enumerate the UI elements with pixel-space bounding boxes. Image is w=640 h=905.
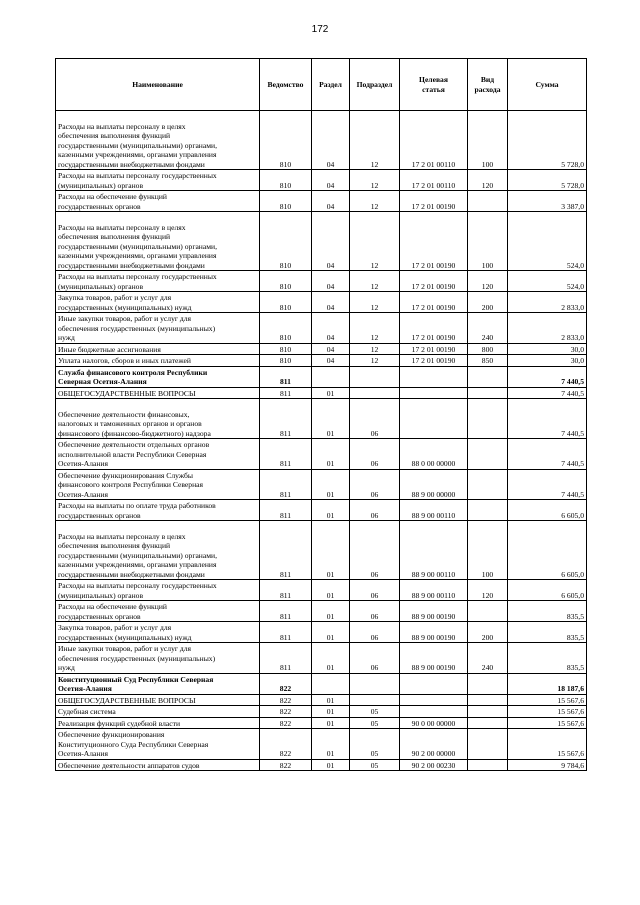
row-name: Обеспечение деятельности финансовых, налоговых и таможенных органов и органов финансового (финансово-бюджетного) надзора	[56, 399, 260, 439]
row-name: Реализация функций судебной власти	[56, 717, 260, 729]
row-target-article	[400, 673, 468, 694]
row-subsection: 05	[350, 717, 400, 729]
row-subsection: 06	[350, 601, 400, 622]
row-section: 01	[312, 759, 350, 771]
row-name: Обеспечение деятельности отдельных органов исполнительной власти Республики Северная Осетия-Алания	[56, 439, 260, 470]
row-department: 822	[260, 717, 312, 729]
row-expense-type	[468, 366, 508, 387]
row-target-article: 88 0 00 00000	[400, 439, 468, 470]
row-section: 04	[312, 191, 350, 212]
row-section: 01	[312, 580, 350, 601]
row-subsection: 12	[350, 355, 400, 367]
row-expense-type	[468, 387, 508, 399]
row-subsection: 06	[350, 399, 400, 439]
header-row	[56, 59, 587, 111]
row-expense-type	[468, 729, 508, 760]
row-name: Иные закупки товаров, работ и услуг для обеспечения государственных (муниципальных) нужд	[56, 313, 260, 344]
row-amount: 6 605,0	[508, 521, 587, 580]
row-department: 811	[260, 439, 312, 470]
row-name: Расходы на выплаты персоналу в целях обеспечения выполнения функций государственными (муниципальными) органами, казенными учреждениями, органами управления государственными внебюджетными фондами	[56, 111, 260, 170]
row-target-article: 17 2 01 00190	[400, 212, 468, 271]
row-section: 04	[312, 355, 350, 367]
header-amount: Сумма	[508, 59, 587, 111]
row-amount: 5 728,0	[508, 170, 587, 191]
row-section: 04	[312, 212, 350, 271]
row-subsection: 06	[350, 500, 400, 521]
row-name: Расходы на выплаты персоналу государственных (муниципальных) органов	[56, 580, 260, 601]
row-name: Расходы на обеспечение функций государственных органов	[56, 601, 260, 622]
row-subsection: 12	[350, 271, 400, 292]
row-department: 810	[260, 212, 312, 271]
row-section: 01	[312, 622, 350, 643]
row-expense-type: 100	[468, 521, 508, 580]
row-section: 01	[312, 500, 350, 521]
page-number: 172	[311, 24, 329, 35]
row-name: Обеспечение функционирования Конституционного Суда Республики Северная Осетия-Алания	[56, 729, 260, 760]
row-subsection: 06	[350, 469, 400, 500]
row-target-article: 88 9 00 00110	[400, 580, 468, 601]
row-target-article: 17 2 01 00190	[400, 343, 468, 355]
row-target-article: 17 2 01 00190	[400, 313, 468, 344]
row-amount: 6 605,0	[508, 500, 587, 521]
row-department: 811	[260, 601, 312, 622]
row-amount: 835,5	[508, 643, 587, 674]
header-expense-type: Вид расхода	[468, 59, 508, 111]
row-subsection	[350, 366, 400, 387]
row-name: ОБЩЕГОСУДАРСТВЕННЫЕ ВОПРОСЫ	[56, 387, 260, 399]
row-name: Расходы на выплаты персоналу в целях обеспечения выполнения функций государственными (муниципальными) органами, казенными учреждениями, органами управления государственными внебюджетными фондами	[56, 521, 260, 580]
row-amount: 7 440,5	[508, 366, 587, 387]
row-department: 811	[260, 387, 312, 399]
row-name: ОБЩЕГОСУДАРСТВЕННЫЕ ВОПРОСЫ	[56, 694, 260, 706]
row-name: Судебная система	[56, 706, 260, 718]
table-row	[56, 521, 587, 580]
row-target-article	[400, 706, 468, 718]
row-expense-type	[468, 601, 508, 622]
row-name: Расходы на выплаты персоналу в целях обеспечения выполнения функций государственными (муниципальными) органами, казенными учреждениями, органами управления государственными внебюджетными фондами	[56, 212, 260, 271]
row-target-article: 88 9 00 00190	[400, 643, 468, 674]
row-department: 811	[260, 500, 312, 521]
row-expense-type: 240	[468, 313, 508, 344]
row-department: 811	[260, 622, 312, 643]
row-amount: 15 567,6	[508, 717, 587, 729]
row-target-article: 90 2 00 00230	[400, 759, 468, 771]
row-department: 810	[260, 111, 312, 170]
row-target-article: 17 2 01 00110	[400, 170, 468, 191]
table-row	[56, 343, 587, 355]
row-target-article: 90 0 00 00000	[400, 717, 468, 729]
row-expense-type: 120	[468, 271, 508, 292]
row-target-article: 17 2 01 00110	[400, 111, 468, 170]
row-target-article: 17 2 01 00190	[400, 355, 468, 367]
row-name: Служба финансового контроля Республики Северная Осетия-Алания	[56, 366, 260, 387]
row-department: 811	[260, 366, 312, 387]
header-target-article: Целевая статья	[400, 59, 468, 111]
table-row	[56, 706, 587, 718]
table-row	[56, 439, 587, 470]
row-department: 811	[260, 521, 312, 580]
row-name: Иные бюджетные ассигнования	[56, 343, 260, 355]
row-section: 04	[312, 271, 350, 292]
header-name: Наименование	[56, 59, 260, 111]
table-row	[56, 313, 587, 344]
row-expense-type	[468, 439, 508, 470]
row-amount: 30,0	[508, 355, 587, 367]
row-department: 822	[260, 729, 312, 760]
row-target-article: 88 9 00 00110	[400, 500, 468, 521]
row-subsection: 12	[350, 212, 400, 271]
row-name: Уплата налогов, сборов и иных платежей	[56, 355, 260, 367]
row-department: 822	[260, 694, 312, 706]
row-amount: 7 440,5	[508, 399, 587, 439]
row-expense-type: 800	[468, 343, 508, 355]
row-amount: 835,5	[508, 622, 587, 643]
row-section: 01	[312, 387, 350, 399]
row-department: 810	[260, 313, 312, 344]
row-name: Обеспечение функционирования Службы финансового контроля Республики Северная Осетия-Алания	[56, 469, 260, 500]
row-section: 01	[312, 439, 350, 470]
row-name: Расходы на выплаты персоналу государственных (муниципальных) органов	[56, 170, 260, 191]
header-department: Ведомство	[260, 59, 312, 111]
table-row	[56, 500, 587, 521]
table-row	[56, 355, 587, 367]
row-department: 822	[260, 706, 312, 718]
header-subsection: Подраздел	[350, 59, 400, 111]
table-row	[56, 292, 587, 313]
row-amount: 7 440,5	[508, 439, 587, 470]
row-subsection: 06	[350, 580, 400, 601]
row-name: Конституционный Суд Республики Северная Осетия-Алания	[56, 673, 260, 694]
row-subsection: 12	[350, 170, 400, 191]
row-expense-type	[468, 191, 508, 212]
row-amount: 3 387,0	[508, 191, 587, 212]
row-section: 01	[312, 521, 350, 580]
table-row	[56, 469, 587, 500]
row-subsection: 06	[350, 622, 400, 643]
row-expense-type: 240	[468, 643, 508, 674]
row-expense-type	[468, 469, 508, 500]
row-subsection: 12	[350, 292, 400, 313]
row-expense-type: 100	[468, 212, 508, 271]
row-expense-type	[468, 706, 508, 718]
row-expense-type	[468, 673, 508, 694]
row-expense-type: 120	[468, 580, 508, 601]
row-expense-type: 200	[468, 622, 508, 643]
row-target-article: 88 9 00 00190	[400, 622, 468, 643]
table-row	[56, 191, 587, 212]
row-department: 811	[260, 469, 312, 500]
row-subsection: 05	[350, 729, 400, 760]
row-name: Закупка товаров, работ и услуг для государственных (муниципальных) нужд	[56, 292, 260, 313]
row-subsection: 06	[350, 643, 400, 674]
table-row	[56, 643, 587, 674]
budget-table	[55, 58, 587, 771]
row-target-article: 88 9 00 00190	[400, 601, 468, 622]
row-name: Иные закупки товаров, работ и услуг для обеспечения государственных (муниципальных) нужд	[56, 643, 260, 674]
row-department: 822	[260, 759, 312, 771]
row-expense-type: 200	[468, 292, 508, 313]
row-amount: 835,5	[508, 601, 587, 622]
row-section: 01	[312, 469, 350, 500]
table-row	[56, 111, 587, 170]
row-subsection: 06	[350, 521, 400, 580]
row-department: 811	[260, 399, 312, 439]
row-subsection	[350, 673, 400, 694]
row-expense-type	[468, 500, 508, 521]
row-section: 01	[312, 399, 350, 439]
row-target-article: 90 2 00 00000	[400, 729, 468, 760]
row-amount: 9 784,6	[508, 759, 587, 771]
row-name: Расходы на выплаты персоналу государственных (муниципальных) органов	[56, 271, 260, 292]
row-subsection: 05	[350, 759, 400, 771]
row-amount: 18 187,6	[508, 673, 587, 694]
row-target-article	[400, 366, 468, 387]
row-department: 810	[260, 170, 312, 191]
row-section: 01	[312, 729, 350, 760]
row-amount: 15 567,6	[508, 694, 587, 706]
row-name: Обеспечение деятельности аппаратов судов	[56, 759, 260, 771]
row-section: 04	[312, 313, 350, 344]
table-row	[56, 366, 587, 387]
row-expense-type	[468, 759, 508, 771]
row-target-article: 17 2 01 00190	[400, 191, 468, 212]
row-target-article: 17 2 01 00190	[400, 292, 468, 313]
row-section: 01	[312, 643, 350, 674]
table-row	[56, 580, 587, 601]
row-name: Расходы на выплаты по оплате труда работников государственных органов	[56, 500, 260, 521]
row-section: 01	[312, 717, 350, 729]
row-amount: 2 833,0	[508, 292, 587, 313]
row-amount: 524,0	[508, 212, 587, 271]
row-target-article	[400, 387, 468, 399]
row-section: 04	[312, 170, 350, 191]
row-amount: 7 440,5	[508, 469, 587, 500]
row-name: Закупка товаров, работ и услуг для государственных (муниципальных) нужд	[56, 622, 260, 643]
row-amount: 6 605,0	[508, 580, 587, 601]
table-row	[56, 601, 587, 622]
table-row	[56, 694, 587, 706]
header-section: Раздел	[312, 59, 350, 111]
row-subsection: 12	[350, 343, 400, 355]
row-section: 01	[312, 694, 350, 706]
row-department: 810	[260, 292, 312, 313]
row-section	[312, 366, 350, 387]
row-expense-type: 100	[468, 111, 508, 170]
row-department: 810	[260, 191, 312, 212]
table-row	[56, 212, 587, 271]
row-target-article	[400, 694, 468, 706]
row-amount: 7 440,5	[508, 387, 587, 399]
row-department: 811	[260, 580, 312, 601]
row-expense-type	[468, 694, 508, 706]
table-row	[56, 399, 587, 439]
row-amount: 30,0	[508, 343, 587, 355]
table-row	[56, 622, 587, 643]
row-amount: 15 567,6	[508, 706, 587, 718]
row-name: Расходы на обеспечение функций государственных органов	[56, 191, 260, 212]
row-amount: 15 567,6	[508, 729, 587, 760]
row-section: 04	[312, 111, 350, 170]
row-amount: 2 833,0	[508, 313, 587, 344]
row-department: 810	[260, 343, 312, 355]
row-target-article: 17 2 01 00190	[400, 271, 468, 292]
row-subsection	[350, 694, 400, 706]
row-department: 822	[260, 673, 312, 694]
row-target-article	[400, 399, 468, 439]
row-department: 810	[260, 355, 312, 367]
row-subsection: 05	[350, 706, 400, 718]
table-row	[56, 271, 587, 292]
table-row	[56, 729, 587, 760]
table-row	[56, 717, 587, 729]
row-target-article: 88 9 00 00110	[400, 521, 468, 580]
table-row	[56, 170, 587, 191]
row-subsection: 12	[350, 313, 400, 344]
row-subsection: 12	[350, 191, 400, 212]
table-row	[56, 759, 587, 771]
table-row	[56, 673, 587, 694]
row-section: 01	[312, 706, 350, 718]
row-target-article: 88 9 00 00000	[400, 469, 468, 500]
row-amount: 524,0	[508, 271, 587, 292]
row-section: 01	[312, 601, 350, 622]
row-department: 811	[260, 643, 312, 674]
row-section: 04	[312, 343, 350, 355]
row-expense-type	[468, 717, 508, 729]
row-subsection: 06	[350, 439, 400, 470]
row-subsection	[350, 387, 400, 399]
row-department: 810	[260, 271, 312, 292]
row-expense-type: 850	[468, 355, 508, 367]
row-expense-type	[468, 399, 508, 439]
row-amount: 5 728,0	[508, 111, 587, 170]
table-row	[56, 387, 587, 399]
row-subsection: 12	[350, 111, 400, 170]
row-expense-type: 120	[468, 170, 508, 191]
row-section	[312, 673, 350, 694]
row-section: 04	[312, 292, 350, 313]
